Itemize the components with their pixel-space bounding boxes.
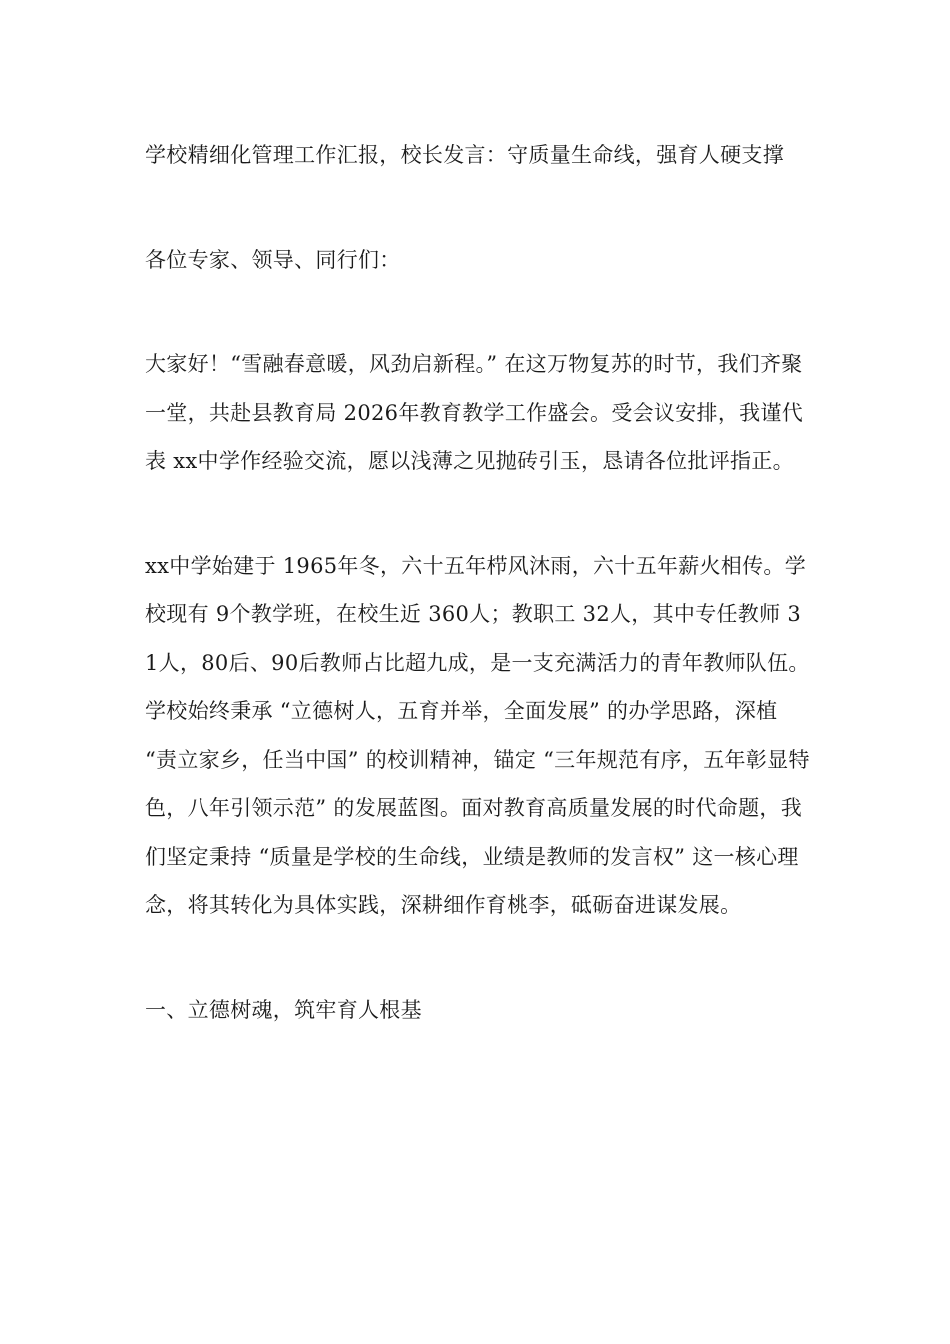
school-overview-paragraph: xx中学始建于 1965年冬，六十五年栉风沐雨，六十五年薪火相传。学校现有 9个教学班，在校生近 360人；教职工 32人，其中专任教师 31人，80后、90后教师占比超九成，是一支充满活力的青年教师队伍。学校始终秉承 “立德树人，五育并举，全面发展” 的办学思路，深植 “责立家乡，任当中国” 的校训精神，锚定 “三年规范有序，五年彰显特色，八年引领示范” 的发展蓝图。面对教育高质量发展的时代命题，我们坚定秉持 “质量是学校的生命线，业绩是教师的发言权” 这一核心理念，将其转化为具体实践，深耕细作育桃李，砥砺奋进谋发展。 [145,553,810,917]
document-body [145,131,810,1034]
document-title: 学校精细化管理工作汇报，校长发言：守质量生命线，强育人硬支撑 [145,143,784,167]
section-heading: 一、立德树魂，筑牢育人根基 [145,997,422,1022]
salutation: 各位专家、领导、同行们： [145,247,401,272]
intro-paragraph: 大家好！“雪融春意暖，风劲启新程。” 在这万物复苏的时节，我们齐聚一堂，共赴县教育局 2026年教育教学工作盛会。受会议安排，我谨代表 xx中学作经验交流，愿以浅薄之见抛砖引玉，恳请各位批评指正。 [145,352,804,473]
